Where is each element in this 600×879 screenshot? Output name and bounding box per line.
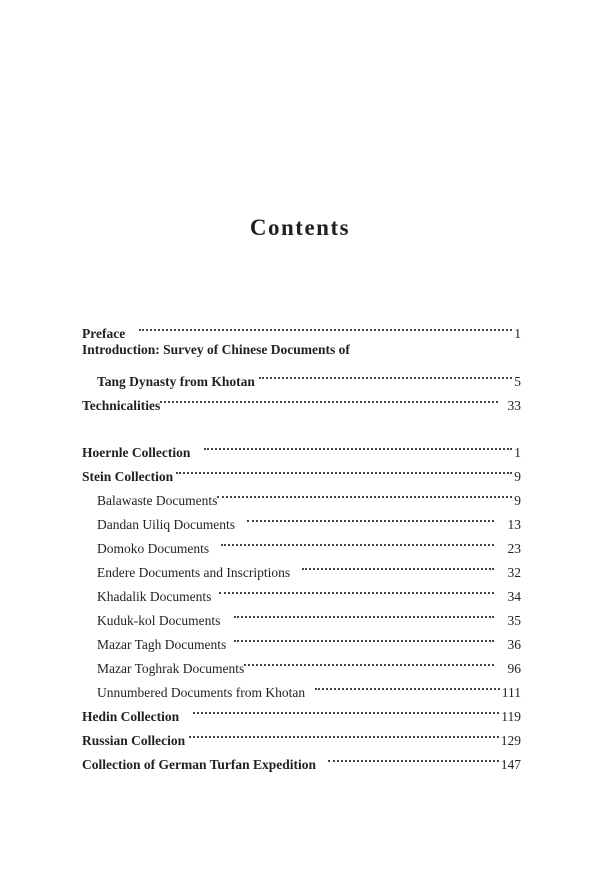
toc-entry-label: Mazar Tagh Documents <box>97 637 227 652</box>
dot-leader <box>244 649 493 673</box>
dot-leader <box>234 625 493 649</box>
toc-entry-label: Stein Collection <box>82 469 174 484</box>
dot-leader <box>328 745 499 769</box>
dot-leader <box>160 386 497 410</box>
toc-entry-page: 96 <box>507 661 521 676</box>
dot-leader <box>193 697 499 721</box>
toc-entry-page: 119 <box>501 709 521 724</box>
toc-entry-page: 23 <box>507 541 521 556</box>
dot-leader <box>204 433 512 457</box>
dot-leader <box>219 577 493 601</box>
toc-entry-hoernle-collection[interactable] <box>82 433 521 460</box>
toc-entry-label: Hoernle Collection <box>82 445 191 460</box>
toc-entry-page: 32 <box>507 565 521 580</box>
toc-entry-label: Collection of German Turfan Expedition <box>82 757 317 772</box>
toc-entry-introduction[interactable] <box>82 338 521 362</box>
toc-entry-label: Mazar Toghrak Documents <box>97 661 245 676</box>
toc-entry-page: 129 <box>500 733 521 748</box>
toc-entry-label: Preface <box>82 326 126 341</box>
toc-entry-label: Hedin Collection <box>82 709 180 724</box>
toc-entry-introduction-continued[interactable] <box>82 362 521 389</box>
dot-leader <box>259 362 512 386</box>
toc-entry-label: Kuduk-kol Documents <box>97 613 221 628</box>
toc-entry-page: 13 <box>507 517 521 532</box>
toc-entry-label: Technicalities <box>82 398 161 413</box>
toc-entry-label: Dandan Uiliq Documents <box>97 517 235 532</box>
dot-leader <box>315 673 500 697</box>
toc-entry-page: 9 <box>514 469 521 484</box>
table-of-contents <box>82 314 521 772</box>
toc-entry-page: 34 <box>507 589 521 604</box>
dot-leader <box>221 529 493 553</box>
dot-leader <box>247 505 494 529</box>
page-title: Contents <box>249 215 351 240</box>
toc-entry-label: Tang Dynasty from Khotan <box>97 374 255 389</box>
toc-entry-label: Russian Collecion <box>82 733 186 748</box>
toc-entry-label: Unnumbered Documents from Khotan <box>97 685 306 700</box>
toc-entry-label: Endere Documents and Inscriptions <box>97 565 291 580</box>
toc-entry-page: 36 <box>507 637 521 652</box>
dot-leader <box>234 601 493 625</box>
toc-entry-page: 33 <box>507 398 521 413</box>
toc-entry-label: Introduction: Survey of Chinese Documents of <box>82 342 350 357</box>
toc-entry-preface[interactable] <box>82 314 521 341</box>
dot-leader <box>302 553 493 577</box>
dot-leader <box>139 314 512 338</box>
dot-leader <box>176 457 512 481</box>
toc-entry-page: 1 <box>514 326 521 341</box>
toc-entry-page: 147 <box>500 757 521 772</box>
toc-entry-label: Domoko Documents <box>97 541 210 556</box>
dot-leader <box>189 721 499 745</box>
toc-entry-page: 9 <box>514 493 521 508</box>
toc-entry-page: 111 <box>501 685 521 700</box>
dot-leader <box>217 481 512 505</box>
toc-entry-page: 5 <box>514 374 521 389</box>
toc-entry-page: 1 <box>514 445 521 460</box>
toc-entry-label: Khadalik Documents <box>97 589 212 604</box>
toc-entry-page: 35 <box>507 613 521 628</box>
toc-entry-label: Balawaste Documents <box>97 493 218 508</box>
